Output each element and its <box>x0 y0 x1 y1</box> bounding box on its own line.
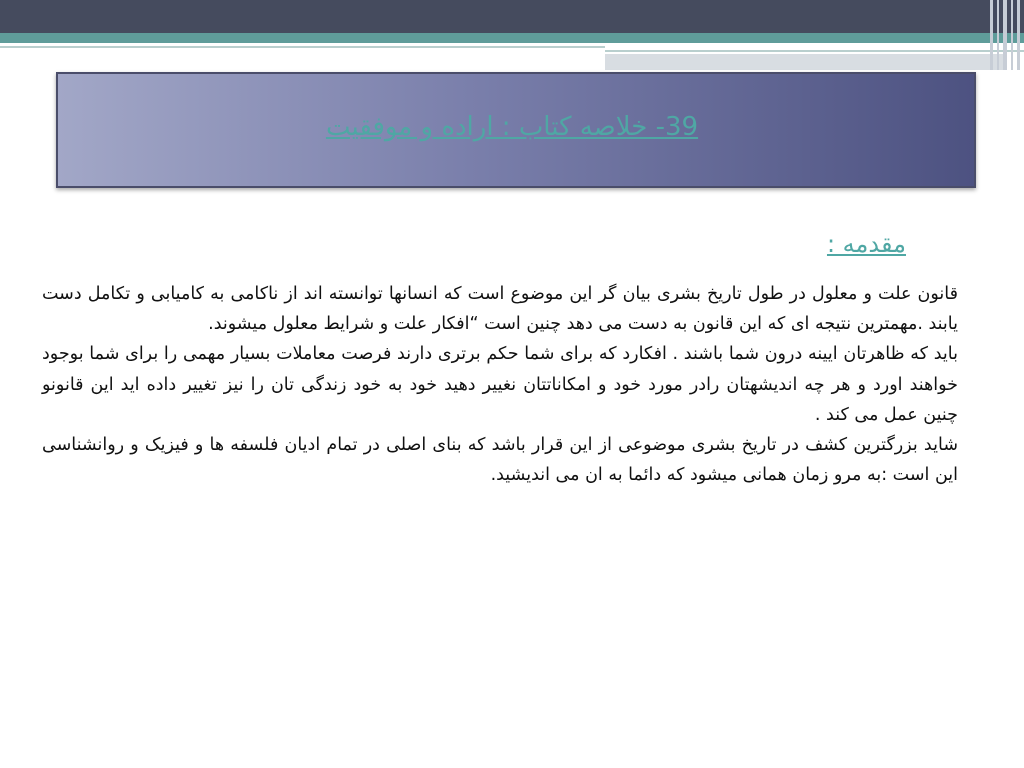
teal-stripe <box>0 33 1024 43</box>
section-heading: مقدمه : <box>826 230 906 258</box>
paragraph-2: باید که ظاهرتان ایینه درون شما باشند . افکارد که برای شما حکم برتری دارند فرصت معاملات بسیار مهمی را برای شما بوجود خواهند اورد و هر چه اندیشهتان رادر مورد خود و امکاناتتان نغییر دهید خود به خود زندگی تان را نیز تغییر داده اید این قانونو چنین عمل می کند . <box>42 344 958 425</box>
top-bar <box>0 0 1024 33</box>
decor-block <box>605 54 1005 70</box>
paragraph-3: شاید بزرگترین کشف در تاریخ بشری موضوعی از این قرار باشد که بنای اصلی در تمام ادیان فلسفه ها و فیزیک و روانشناسی این است :به مرو زمان همانی میشود که دائما به ان می اندیشید. <box>42 435 958 486</box>
paragraph-1: قانون علت و معلول در طول تاریخ بشری بیان گر این موضوع است که انسانها توانسته اند از ناکامی به کامیابی و تکامل دست یابند .مهمترین نتیجه ای که این قانون به دست می دهد چنین است “افکار علت و شرایط معلول میشوند. <box>42 284 958 335</box>
body-text <box>42 279 958 490</box>
decor-vertical-bars <box>988 0 1024 70</box>
slide-title: 39- خلاصه کتاب : اراده و موفقیت <box>325 112 699 142</box>
decor-line-right <box>605 50 1024 52</box>
decor-line-left <box>0 46 605 48</box>
